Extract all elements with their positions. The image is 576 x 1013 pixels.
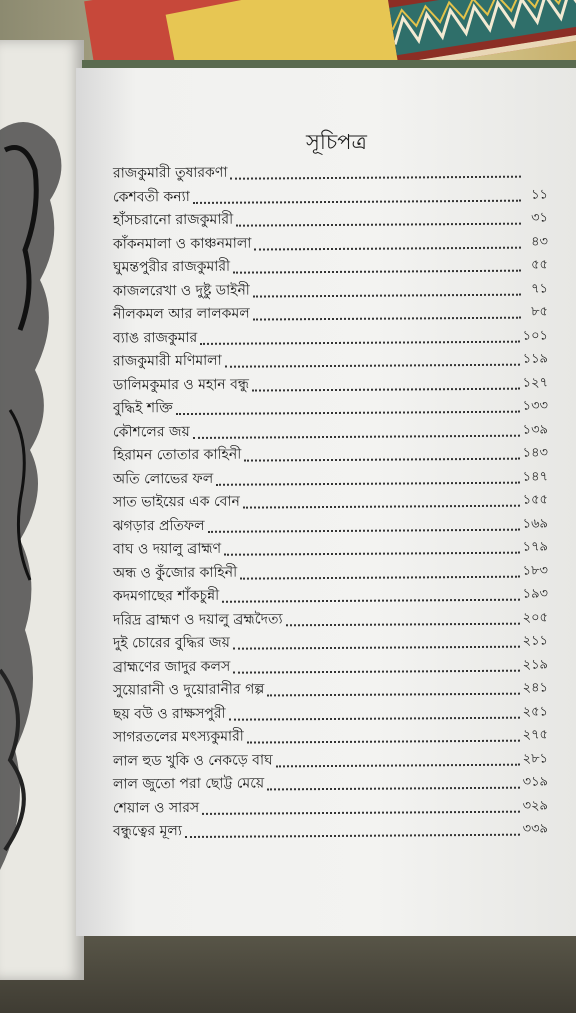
toc-entry-title: কৌশলের জয় [113, 422, 190, 440]
toc-entry-title: ঝগড়ার প্রতিফল [113, 516, 205, 534]
toc-entry-title: কাজলরেখা ও দুষ্টু ডাইনী [113, 281, 250, 299]
toc-entry [113, 558, 548, 585]
toc-entry-page: ১২৭ [522, 374, 548, 390]
toc-entry [113, 393, 548, 420]
toc-entry-title: শেয়াল ও সারস [113, 798, 200, 816]
toc-entry-page: ৩২৯ [522, 797, 548, 813]
toc-entry-page: ২১৯ [522, 656, 548, 672]
dot-leader [276, 762, 520, 767]
toc-entry-page: ২৮১ [522, 750, 548, 766]
toc-entry-title: কাঁকনমালা ও কাঞ্চনমালা [113, 234, 252, 252]
toc-entry [113, 746, 548, 773]
dot-leader [193, 433, 520, 438]
dot-leader [176, 409, 520, 414]
toc-entry [113, 605, 548, 632]
dot-leader [233, 268, 521, 273]
dot-leader [267, 691, 519, 696]
toc-entry [113, 699, 548, 726]
dot-leader [230, 174, 521, 179]
toc-entry-title: ব্রাহ্মণের জাদুর কলস [113, 657, 231, 675]
toc-entry [113, 158, 548, 185]
toc-entry-page: ১১ [531, 186, 548, 202]
toc-entry-page: ২৫১ [522, 703, 548, 719]
toc-entry [113, 417, 548, 444]
toc-entry-page: ৮৫ [531, 303, 548, 320]
dot-leader [253, 315, 521, 320]
toc-entry-page: ১৫৫ [522, 491, 548, 508]
toc-entry-page: ৪৩ [531, 233, 548, 249]
illustration-image [0, 110, 72, 870]
toc-entry-title: কদমগাছের শাঁকচুন্নী [113, 587, 220, 605]
toc-entry [113, 276, 548, 303]
dot-leader [267, 785, 520, 790]
dot-leader [240, 574, 520, 579]
table-surface [0, 930, 576, 1013]
toc-entry-page: ১৪৩ [522, 444, 548, 461]
dot-leader [208, 527, 520, 532]
toc-entry-title: অতি লোভের ফল [113, 469, 214, 487]
toc-list [113, 160, 548, 842]
toc-entry-title: ব্যাঙ রাজকুমার [113, 328, 198, 346]
toc-entry-title: দরিদ্র ব্রাহ্মণ ও দয়ালু ব্রহ্মদৈত্য [113, 610, 283, 628]
toc-entry-page: ২০৫ [522, 609, 548, 625]
toc-entry-title: লাল হুড খুকি ও নেকড়ে বাঘ [113, 751, 273, 769]
toc-entry-page: ১৮৩ [522, 562, 548, 578]
toc-entry-title: দুই চোরের বুদ্ধির জয় [113, 634, 230, 652]
toc-entry [113, 793, 548, 820]
dot-leader [286, 621, 520, 626]
toc-entry-page: ২৪১ [522, 679, 548, 696]
dot-leader [200, 339, 519, 344]
dot-leader [224, 550, 520, 555]
toc-entry [113, 323, 548, 350]
toc-entry-title: নীলকমল আর লালকমল [113, 305, 250, 323]
toc-entry-title: রাজকুমারী তুষারকণা [113, 164, 228, 182]
toc-entry-page: ১৩৩ [522, 397, 548, 414]
toc-entry-page: ২৭৫ [522, 726, 548, 743]
toc-entry-title: বুদ্ধিই শক্তি [113, 399, 173, 417]
toc-entry-title: সুয়োরানী ও দুয়োরানীর গল্প [113, 680, 265, 699]
page-title: সূচিপত্র [306, 130, 367, 154]
toc-entry-title: হাঁসচরানো রাজকুমারী [113, 211, 234, 229]
dot-leader [243, 503, 520, 508]
dot-leader [254, 245, 521, 250]
toc-entry [113, 370, 548, 397]
toc-entry-page: ১৭৯ [522, 538, 548, 555]
toc-entry-title: ডালিমকুমার ও মহান বন্ধু [113, 375, 249, 393]
toc-entry-page: ৫৫ [531, 256, 548, 273]
toc-entry-title: বাঘ ও দয়ালু ব্রাহ্মণ [113, 540, 222, 558]
dot-leader [229, 715, 520, 720]
toc-entry-title: লাল জুতো পরা ছোট্ট মেয়ে [113, 774, 265, 793]
dot-leader [185, 832, 520, 837]
toc-entry [113, 440, 548, 467]
toc-entry [113, 487, 548, 514]
toc-entry-title: রাজকুমারী মণিমালা [113, 352, 222, 370]
toc-entry-page: ১০১ [522, 327, 548, 343]
dot-leader [193, 198, 521, 203]
toc-entry [113, 816, 548, 843]
toc-entry-title: সাগরতলের মৎস্যকুমারী [113, 728, 244, 746]
toc-entry-page: ২১১ [522, 632, 548, 649]
toc-entry-page: ৩৩৯ [522, 820, 548, 837]
toc-entry-page: ৭১ [531, 280, 548, 296]
toc-entry-title: অন্ধ ও কুঁজোর কাহিনী [113, 563, 238, 581]
toc-entry [113, 205, 548, 232]
toc-entry-title: সাত ভাইয়ের এক বোন [113, 493, 240, 511]
toc-entry-page: ১৯৩ [522, 585, 548, 602]
dot-leader [222, 597, 520, 602]
toc-entry-page: ৩১ [531, 209, 548, 226]
dot-leader [244, 456, 519, 461]
dot-leader [252, 386, 520, 391]
toc-entry-page: ১৪৭ [522, 468, 548, 484]
dot-leader [233, 644, 520, 649]
toc-entry [113, 722, 548, 749]
toc-entry [113, 252, 548, 279]
dot-leader [233, 668, 519, 673]
toc-entry [113, 675, 548, 702]
toc-entry [113, 628, 548, 655]
toc-entry-title: ঘুমন্তপুরীর রাজকুমারী [113, 258, 231, 276]
dot-leader [253, 292, 521, 297]
dot-leader [247, 738, 520, 743]
toc-entry [113, 299, 548, 326]
toc-entry [113, 534, 548, 561]
toc-entry [113, 182, 548, 209]
toc-entry-page: ১৩৯ [522, 421, 548, 437]
toc-entry-page: ১৬৯ [522, 515, 548, 531]
dot-leader [225, 362, 520, 367]
toc-entry-title: বন্ধুত্বের মূল্য [113, 822, 182, 840]
toc-entry [113, 769, 548, 796]
toc-entry [113, 346, 548, 373]
toc-entry [113, 652, 548, 679]
toc-entry-title: হিরামন তোতার কাহিনী [113, 446, 242, 464]
dot-leader [202, 809, 519, 814]
toc-entry-title: কেশবতী কন্যা [113, 187, 190, 205]
dot-leader [216, 480, 520, 485]
dot-leader [236, 221, 521, 226]
toc-entry [113, 464, 548, 491]
toc-entry [113, 511, 548, 538]
toc-entry-title: ছয় বউ ও রাক্ষসপুরী [113, 704, 226, 722]
toc-entry-page: ১১৯ [522, 350, 548, 367]
toc-entry [113, 581, 548, 608]
toc-entry-page: ৩১৯ [522, 773, 548, 790]
toc-entry [113, 229, 548, 256]
